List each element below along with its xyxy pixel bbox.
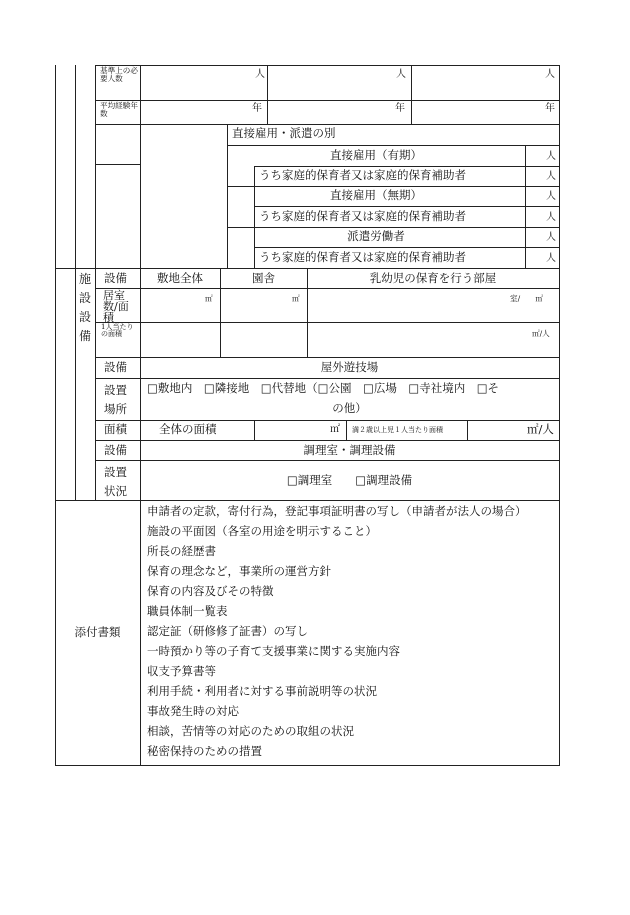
facility-section-label: 施設設備 <box>78 272 91 343</box>
attachment-item: 申請者の定款，寄付行為，登記事項証明書の写し（申請者が法人の場合） <box>147 504 527 518</box>
unit-person: 人 <box>546 191 556 202</box>
total-area-label: 全体の面積 <box>159 422 217 436</box>
rule <box>55 65 56 765</box>
attachment-item: 保育の内容及びその特徴 <box>147 584 274 598</box>
average-experience-label: 平均経験年数 <box>100 101 138 118</box>
under2-area-label: 満２歳以上児１人当たり面積 <box>352 426 443 434</box>
equipment-label: 設備 <box>104 271 127 285</box>
location-label: 設置場所 <box>104 383 127 416</box>
attachment-item: 一時預かり等の子育て支援事業に関する実施内容 <box>147 644 400 658</box>
rule <box>95 100 560 101</box>
rule <box>559 65 560 765</box>
unit-m2: ㎡ <box>292 294 300 303</box>
rule <box>95 357 560 358</box>
cooking-options: □調理室 □調理設備 <box>286 473 413 487</box>
rule <box>227 227 560 228</box>
unit-person: 人 <box>255 69 265 80</box>
attachment-item: 施設の平面図（各室の用途を明示すること） <box>147 524 377 538</box>
rule <box>140 65 141 765</box>
unit-person: 人 <box>545 69 555 80</box>
rule <box>227 186 560 187</box>
location-options: □敷地内 □隣接地 □代替地（□公園 □広場 □寺社境内 □そ <box>147 381 500 395</box>
site-whole-header: 敷地全体 <box>157 271 203 285</box>
rule <box>95 322 560 323</box>
attachment-item: 秘密保持のための措置 <box>147 744 262 758</box>
rule <box>95 65 560 66</box>
rule <box>227 145 560 146</box>
unit-year: 年 <box>545 103 555 114</box>
attachment-item: 職員体制一覧表 <box>147 604 228 618</box>
direct-indefinite-term: 直接雇用（無期） <box>330 188 422 202</box>
required-staff-label: 基準上の必要人数 <box>100 66 138 83</box>
unit-rooms-m2: 室/ ㎡ <box>510 294 543 303</box>
nursery-rooms-header: 乳幼児の保育を行う部屋 <box>369 271 497 285</box>
rule <box>411 65 412 124</box>
rule <box>95 440 560 441</box>
unit-person: 人 <box>396 69 406 80</box>
rule <box>95 378 560 379</box>
outdoor-playground-header: 屋外遊技場 <box>320 360 379 374</box>
rule <box>95 460 560 461</box>
rule <box>346 420 347 440</box>
unit-m2-per-person: ㎡/人 <box>532 329 550 338</box>
rule <box>254 420 255 440</box>
unit-person: 人 <box>546 171 556 182</box>
rule <box>95 164 140 165</box>
unit-m2: ㎡ <box>330 424 340 435</box>
equipment-label: 設備 <box>104 360 127 374</box>
unit-year: 年 <box>395 103 405 114</box>
rule <box>95 65 96 500</box>
attachment-item: 利用手続・利用者に対する事前説明等の状況 <box>147 684 377 698</box>
attachment-item: 保育の理念など，事業所の運営方針 <box>147 564 331 578</box>
attachment-item: 収支予算書等 <box>147 664 216 678</box>
status-label: 設置状況 <box>104 465 127 498</box>
area-label: 面積 <box>104 422 127 436</box>
rule <box>267 65 268 124</box>
attachment-item: 相談，苦情等の対応のための取組の状況 <box>147 724 354 738</box>
rooms-area-label: 居室数/面積 <box>103 289 129 324</box>
home-care-subtotal: うち家庭的保育者又は家庭的保育補助者 <box>259 168 466 182</box>
cooking-header: 調理室・調理設備 <box>303 443 396 457</box>
equipment-label: 設備 <box>104 443 127 457</box>
attachment-item: 認定証（研修修了証書）の写し <box>147 624 308 638</box>
unit-m2-per-person: ㎡/人 <box>527 422 554 436</box>
rule <box>254 247 560 248</box>
unit-year: 年 <box>252 103 262 114</box>
unit-person: 人 <box>546 253 556 264</box>
rule <box>55 765 560 766</box>
rule <box>525 145 526 268</box>
rule <box>95 420 560 421</box>
unit-person: 人 <box>546 232 556 243</box>
rule <box>467 420 468 440</box>
rule <box>254 166 560 167</box>
rule <box>95 124 560 125</box>
rule <box>254 206 560 207</box>
attachments-label: 添付書類 <box>74 625 121 639</box>
unit-person: 人 <box>546 151 556 162</box>
attachment-item: 所長の経歴書 <box>147 544 216 558</box>
location-options-cont: の他） <box>332 401 367 415</box>
home-care-subtotal: うち家庭的保育者又は家庭的保育補助者 <box>259 250 466 264</box>
unit-person: 人 <box>546 212 556 223</box>
rule <box>95 288 560 289</box>
per-person-area-label: 1人当たりの面積 <box>101 323 134 339</box>
rule <box>254 166 255 268</box>
direct-fixed-term: 直接雇用（有期） <box>330 148 422 162</box>
building-header: 園舎 <box>252 271 275 285</box>
employment-type-header: 直接雇用・派遣の別 <box>232 126 336 140</box>
dispatch-workers: 派遣労働者 <box>347 229 405 243</box>
attachment-item: 事故発生時の対応 <box>147 704 239 718</box>
home-care-subtotal: うち家庭的保育者又は家庭的保育補助者 <box>259 209 466 223</box>
unit-m2: ㎡ <box>205 294 213 303</box>
